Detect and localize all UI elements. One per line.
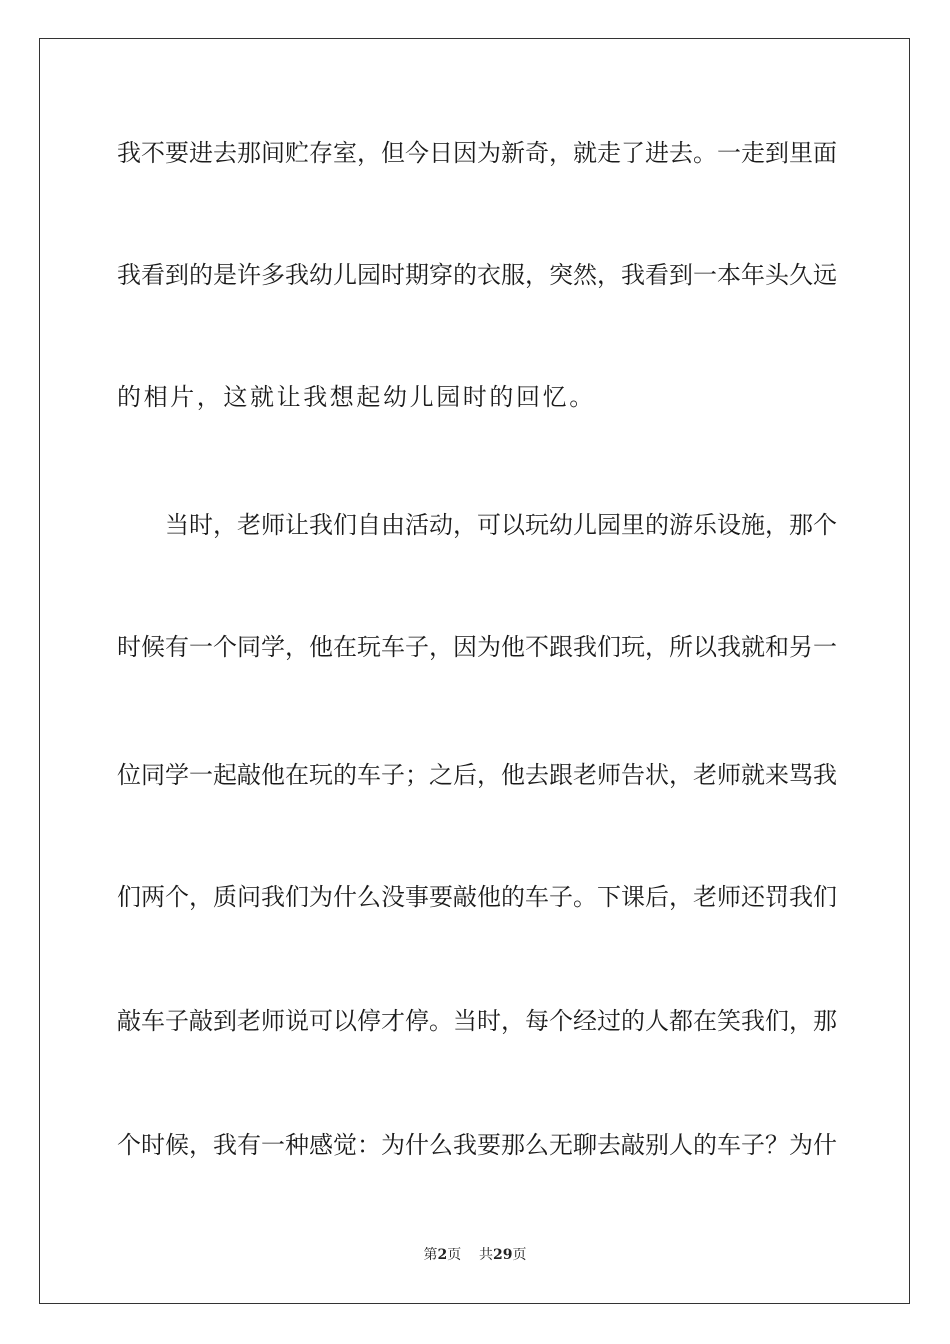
text-line-6: 位同学一起敲他在玩的车子；之后，他去跟老师告状，老师就来骂我 — [117, 761, 837, 789]
text-line-5: 时候有一个同学，他在玩车子，因为他不跟我们玩，所以我就和另一 — [117, 633, 837, 661]
total-suffix: 页 — [512, 1247, 527, 1263]
page-number: 2 — [437, 1247, 448, 1263]
text-line-9: 个时候，我有一种感觉：为什么我要那么无聊去敲别人的车子？为什 — [117, 1131, 837, 1159]
text-line-7: 们两个，质问我们为什么没事要敲他的车子。下课后，老师还罚我们 — [117, 883, 837, 911]
text-line-2: 我看到的是许多我幼儿园时期穿的衣服，突然，我看到一本年头久远 — [117, 261, 837, 289]
text-line-1: 我不要进去那间贮存室，但今日因为新奇，就走了进去。一走到里面 — [117, 139, 837, 167]
page-suffix: 页 — [447, 1247, 462, 1263]
text-line-4: 当时，老师让我们自由活动，可以玩幼儿园里的游乐设施，那个 — [165, 511, 837, 539]
text-line-8: 敲车子敲到老师说可以停才停。当时，每个经过的人都在笑我们，那 — [117, 1007, 837, 1035]
page-prefix: 第 — [423, 1247, 438, 1263]
text-line-3: 的相片，这就让我想起幼儿园时的回忆。 — [117, 383, 596, 411]
total-pages: 29 — [493, 1247, 513, 1263]
total-prefix: 共 — [479, 1247, 494, 1263]
page-footer — [0, 1246, 950, 1264]
page-border — [39, 38, 910, 1304]
